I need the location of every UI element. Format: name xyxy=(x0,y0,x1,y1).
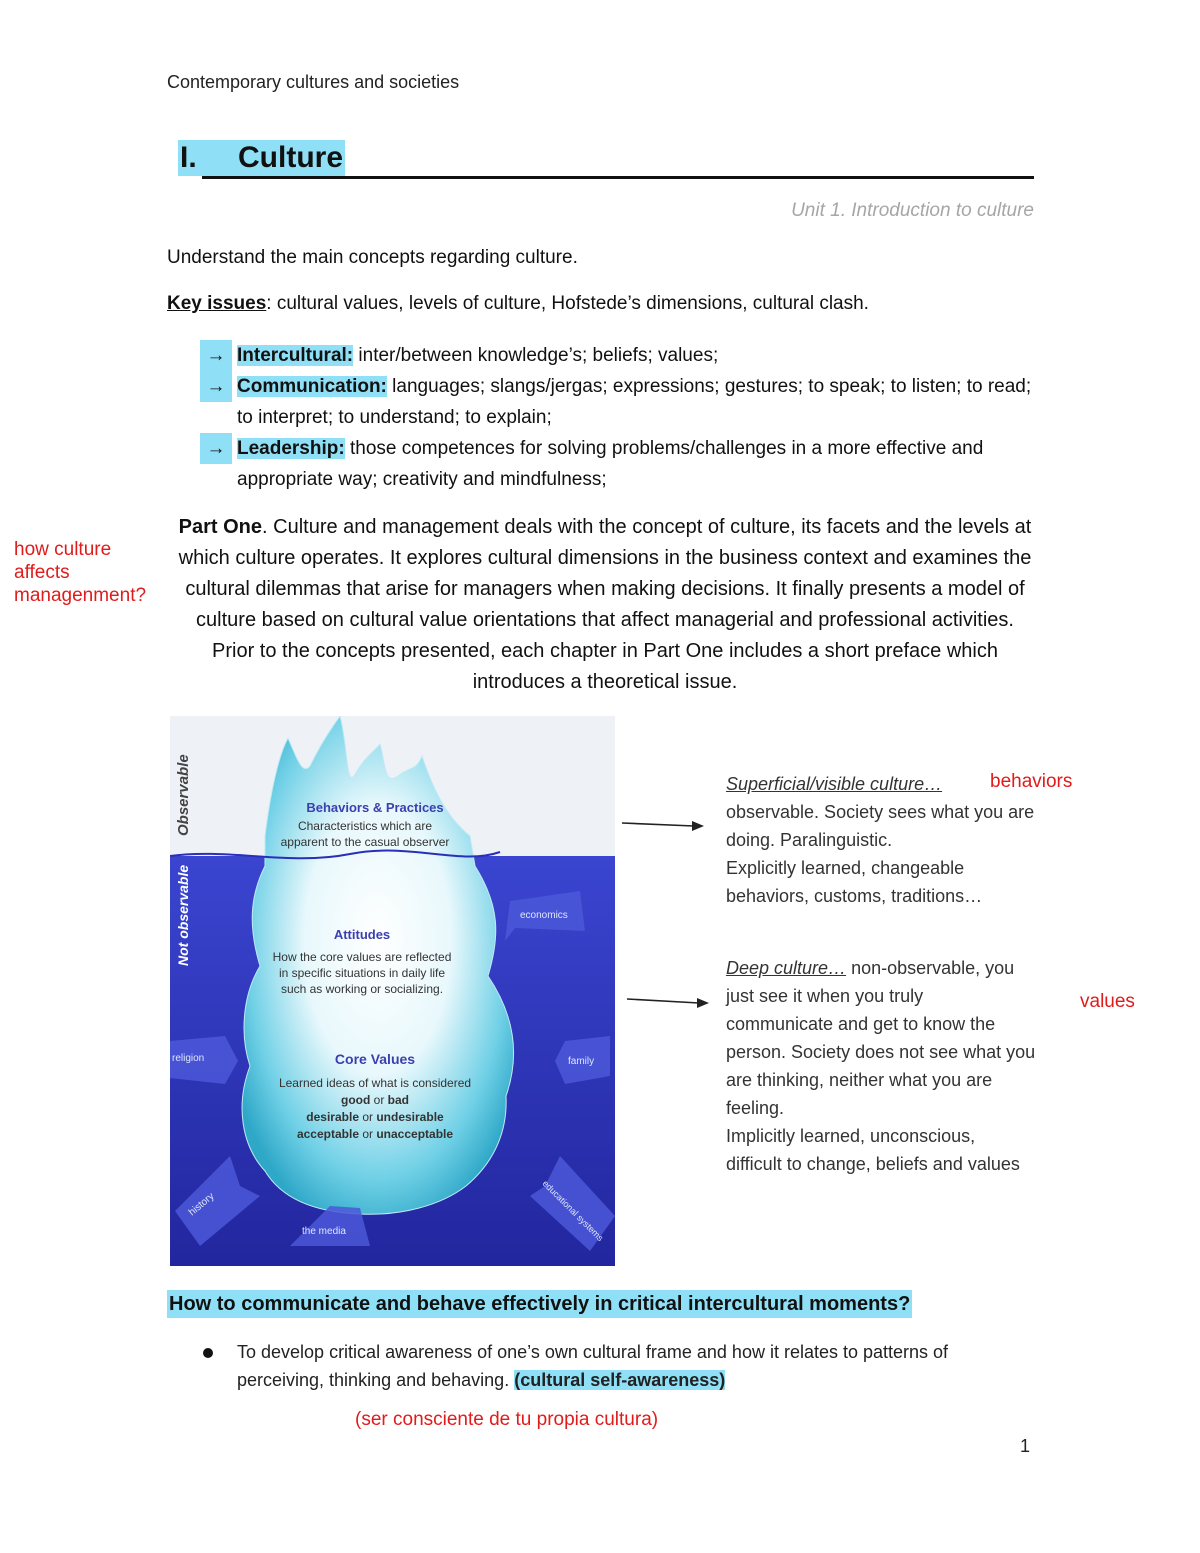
question-heading: How to communicate and behave effectively in critical intercultural moments? xyxy=(167,1290,912,1318)
margin-note-behaviors: behaviors xyxy=(990,771,1073,792)
behaviors-text-1: Characteristics which are xyxy=(297,819,433,833)
text-leadership: those competences for solving problems/challenges in a more effective and appropriate way; creativity and mindfulness; xyxy=(237,438,984,490)
arrow-icon: → xyxy=(200,340,232,371)
iceberg-diagram xyxy=(170,716,615,1266)
page-number: 1 xyxy=(1020,1436,1031,1456)
margin-note-management: how culture affects managenment? xyxy=(14,539,147,606)
behaviors-title: Behaviors & Practices xyxy=(306,800,444,815)
deep-culture-first: non-observable, you xyxy=(846,958,1015,978)
skills-list xyxy=(200,340,1040,495)
core-values-line-1: Learned ideas of what is considered xyxy=(278,1076,472,1090)
superficial-line: doing. Paralinguistic. xyxy=(726,830,893,850)
label-education: educational systems xyxy=(540,1178,606,1244)
superficial-culture-title: Superficial/visible culture… xyxy=(726,774,943,794)
term-intercultural: Intercultural: xyxy=(237,345,354,366)
part-one-text: . Culture and management deals with the concept of culture, its facets and the levels at which culture operates. It explores cultural dimensions in the business context and examines the cultural dilemmas that arise for managers when making decisions. It finally presents a model of culture based on cultural value orientations that affect managerial and professional activities. Prior to the concepts presented, each chapter in Part One includes a short preface which introduces a theoretical issue. xyxy=(178,516,1032,693)
label-history: history xyxy=(186,1190,217,1219)
key-issues-paragraph xyxy=(167,293,869,315)
part-one-label: Part One xyxy=(178,516,263,538)
pointer-arrow-superficial xyxy=(620,818,706,834)
term-communication: Communication: xyxy=(237,376,387,397)
deep-line: person. Society does not see what you xyxy=(726,1042,1036,1062)
superficial-line: behaviors, customs, traditions… xyxy=(726,886,983,906)
list-item-intercultural xyxy=(200,340,1040,371)
superficial-line: Explicitly learned, changeable xyxy=(726,858,965,878)
running-header: Contemporary cultures and societies xyxy=(167,72,460,92)
pointer-arrow-deep xyxy=(625,994,711,1010)
key-issues-label: Key issues xyxy=(167,293,267,314)
title-rule xyxy=(202,176,1034,179)
attitudes-text-1: How the core values are reflected xyxy=(272,950,452,964)
arrow-icon: → xyxy=(200,433,232,464)
deep-line: just see it when you truly xyxy=(726,986,924,1006)
deep-line: difficult to change, beliefs and values xyxy=(726,1154,1020,1174)
deep-line: communicate and get to know the xyxy=(726,1014,996,1034)
arrow-icon: → xyxy=(200,371,232,402)
behaviors-text-2: apparent to the casual observer xyxy=(280,835,450,849)
term-leadership: Leadership: xyxy=(237,438,345,459)
awareness-text: To develop critical awareness of one’s own cultural frame and how it relates to patterns of perceiving, thinking and behaving. xyxy=(237,1342,949,1390)
deep-culture-title: Deep culture… xyxy=(726,958,847,978)
core-values-line-3: desirable or undesirable xyxy=(306,1110,444,1124)
awareness-bold: (cultural self-awareness) xyxy=(514,1370,726,1390)
part-one-paragraph xyxy=(175,512,1035,698)
deep-line: Implicitly learned, unconscious, xyxy=(726,1126,976,1146)
list-item-leadership xyxy=(200,433,1040,495)
label-religion: religion xyxy=(172,1053,205,1064)
list-item-communication xyxy=(200,371,1040,433)
key-issues-text: : cultural values, levels of culture, Hofstede’s dimensions, cultural clash. xyxy=(266,293,869,314)
margin-note-values: values xyxy=(1080,991,1135,1012)
attitudes-title: Attitudes xyxy=(333,927,391,942)
text-communication: languages; slangs/jergas; expressions; gestures; to speak; to listen; to read; to interpret; to understand; to explain; xyxy=(237,376,1032,428)
section-number: I. xyxy=(180,141,197,174)
text-intercultural: inter/between knowledge’s; beliefs; values; xyxy=(353,345,719,366)
deep-line: are thinking, neither what you are xyxy=(726,1070,993,1090)
core-values-line-2: good or bad xyxy=(340,1093,410,1107)
core-values-line-4: acceptable or unacceptable xyxy=(296,1127,454,1141)
bullet-dot-icon xyxy=(203,1348,213,1358)
section-title xyxy=(178,140,345,176)
label-media: the media xyxy=(302,1226,346,1237)
section-title-text: Culture xyxy=(238,141,343,174)
attitudes-text-3: such as working or socializing. xyxy=(280,982,444,996)
deep-line: feeling. xyxy=(726,1098,785,1118)
superficial-line: observable. Society sees what you are xyxy=(726,802,1035,822)
deep-culture-text xyxy=(726,954,1086,1178)
not-observable-label: Not observable xyxy=(175,864,191,966)
intro-paragraph: Understand the main concepts regarding culture. xyxy=(167,247,578,268)
margin-note-bottom: (ser consciente de tu propia cultura) xyxy=(355,1409,659,1430)
label-economics: economics xyxy=(520,910,568,921)
attitudes-text-2: in specific situations in daily life xyxy=(278,966,446,980)
awareness-bullet xyxy=(237,1338,1037,1394)
label-family: family xyxy=(568,1056,595,1067)
unit-subtitle: Unit 1. Introduction to culture xyxy=(791,200,1034,221)
core-values-title: Core Values xyxy=(334,1051,416,1067)
observable-label: Observable xyxy=(175,754,192,836)
